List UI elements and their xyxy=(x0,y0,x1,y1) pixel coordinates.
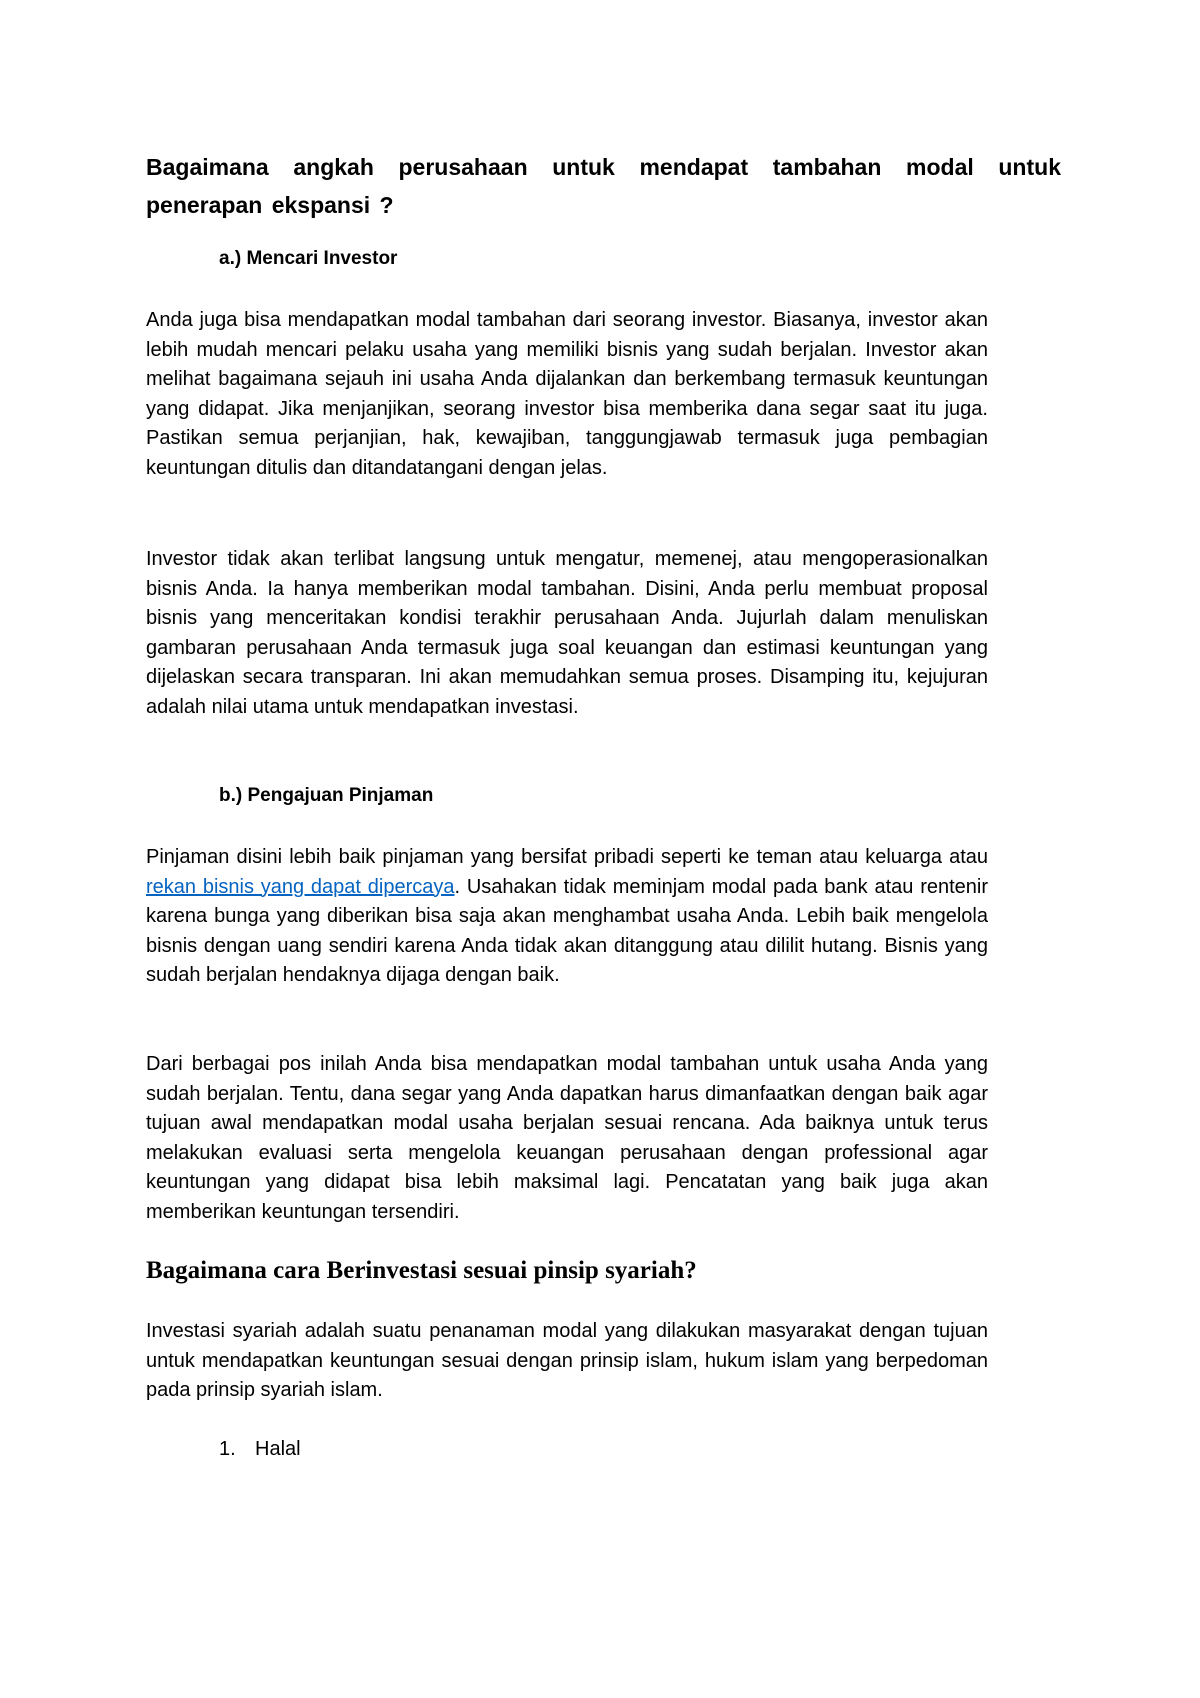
list-number: 1. xyxy=(219,1438,236,1460)
paragraph-investor-details: Investor tidak akan terlibat langsung untuk mengatur, memenej, atau mengoperasionalkan bisnis Anda. Ia hanya memberikan modal tambahan. Disini, Anda perlu membuat proposal bisnis yang menceritakan kondisi terakhir perusahaan Anda. Jujurlah dalam menuliskan gambaran perusahaan Anda termasuk juga soal keuangan dan estimasi keuntungan yang dijelaskan secara transparan. Ini akan memudahkan semua proses. Disamping itu, kejujuran adalah nilai utama untuk mendapatkan investasi. xyxy=(146,548,988,718)
subheading-find-investor: a.) Mencari Investor xyxy=(219,248,398,269)
paragraph-loan-intro xyxy=(146,843,988,991)
list-item xyxy=(219,1434,1061,1464)
loan-text-before-link: Pinjaman disini lebih baik pinjaman yang bersifat pribadi seperti ke teman atau keluarga atau xyxy=(146,846,988,868)
paragraph-investor-intro: Anda juga bisa mendapatkan modal tambahan dari seorang investor. Biasanya, investor akan lebih mudah mencari pelaku usaha yang memiliki bisnis yang sudah berjalan. Investor akan melihat bagaimana sejauh ini usaha Anda dijalankan dan berkembang termasuk keuntungan yang didapat. Jika menjanjikan, seorang investor bisa memberika dana segar saat itu juga. Pastikan semua perjanjian, hak, kewajiban, tanggungjawab termasuk juga pembagian keuntungan ditulis dan ditandatangani dengan jelas. xyxy=(146,309,988,479)
paragraph-loan-summary: Dari berbagai pos inilah Anda bisa mendapatkan modal tambahan untuk usaha Anda yang sudah berjalan. Tentu, dana segar yang Anda dapatkan harus dimanfaatkan dengan baik agar tujuan awal mendapatkan modal usaha berjalan sesuai rencana. Ada baiknya untuk terus melakukan evaluasi serta mengelola keuangan perusahaan dengan professional agar keuntungan yang didapat bisa lebih maksimal lagi. Pencatatan yang baik juga akan memberikan keuntungan tersendiri. xyxy=(146,1053,988,1223)
loan-text-after-link: . Usahakan tidak meminjam modal pada bank atau rentenir karena bunga yang diberikan bisa saja akan menghambat usaha Anda. Lebih baik mengelola bisnis dengan uang sendiri karena Anda tidak akan ditanggung atau dililit hutang. Bisnis yang sudah berjalan hendaknya dijaga dengan baik. xyxy=(146,875,989,986)
trusted-partner-link[interactable]: rekan bisnis yang dapat dipercaya xyxy=(146,875,455,898)
heading-sharia-investment: Bagaimana cara Berinvestasi sesuai pinsip syariah? xyxy=(146,1257,697,1284)
list-label: Halal xyxy=(255,1438,301,1460)
paragraph-sharia-definition: Investasi syariah adalah suatu penanaman modal yang dilakukan masyarakat dengan tujuan untuk mendapatkan keuntungan sesuai dengan prinsip islam, hukum islam yang berpedoman pada prinsip syariah islam. xyxy=(146,1320,988,1401)
subheading-loan-application: b.) Pengajuan Pinjaman xyxy=(219,785,434,806)
heading-expansion-capital: Bagaimana angkah perusahaan untuk mendapat tambahan modal untuk penerapan ekspansi ? xyxy=(146,154,1061,218)
